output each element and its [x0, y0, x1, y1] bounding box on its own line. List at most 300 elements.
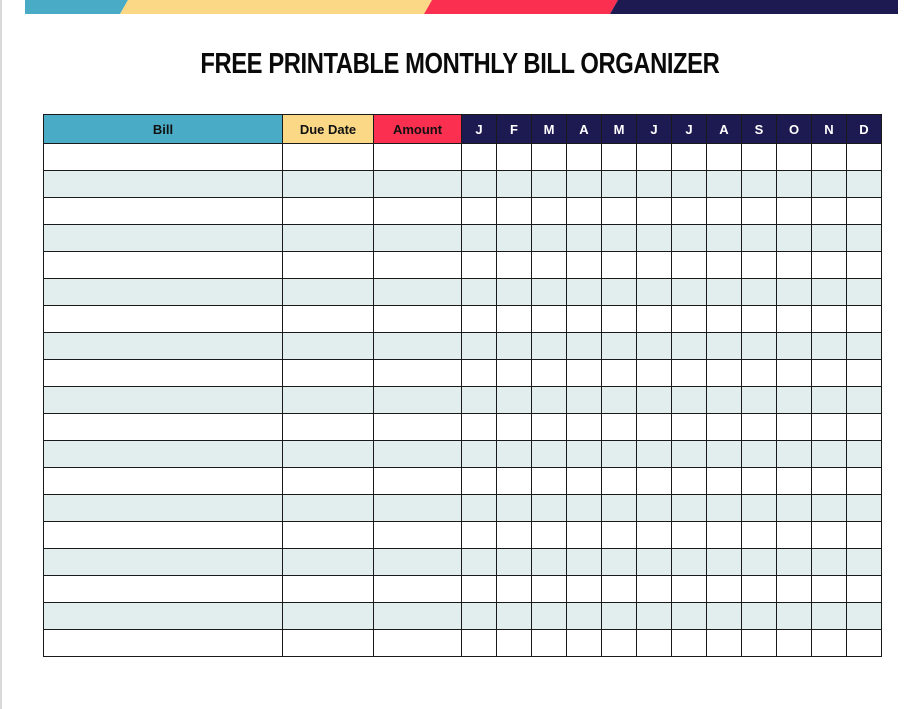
bill-cell[interactable] — [44, 522, 283, 549]
month-check-cell[interactable] — [567, 144, 602, 171]
month-check-cell[interactable] — [637, 198, 672, 225]
month-check-cell[interactable] — [567, 495, 602, 522]
month-check-cell[interactable] — [777, 549, 812, 576]
amount-cell[interactable] — [374, 414, 462, 441]
due-date-cell[interactable] — [283, 198, 374, 225]
month-check-cell[interactable] — [777, 333, 812, 360]
month-check-cell[interactable] — [567, 225, 602, 252]
due-date-cell[interactable] — [283, 144, 374, 171]
month-check-cell[interactable] — [742, 306, 777, 333]
amount-cell[interactable] — [374, 630, 462, 657]
month-check-cell[interactable] — [532, 387, 567, 414]
month-check-cell[interactable] — [847, 468, 882, 495]
month-check-cell[interactable] — [637, 522, 672, 549]
month-check-cell[interactable] — [602, 360, 637, 387]
bill-cell[interactable] — [44, 414, 283, 441]
month-check-cell[interactable] — [462, 144, 497, 171]
table-row — [44, 603, 882, 630]
month-check-cell[interactable] — [602, 414, 637, 441]
month-check-cell[interactable] — [777, 171, 812, 198]
month-check-cell[interactable] — [602, 333, 637, 360]
band-navy-segment — [610, 0, 898, 14]
month-check-cell[interactable] — [637, 468, 672, 495]
bill-cell[interactable] — [44, 333, 283, 360]
month-check-cell[interactable] — [497, 171, 532, 198]
month-check-cell[interactable] — [497, 387, 532, 414]
month-check-cell[interactable] — [672, 387, 707, 414]
month-check-cell[interactable] — [812, 630, 847, 657]
bill-cell[interactable] — [44, 171, 283, 198]
month-check-cell[interactable] — [567, 549, 602, 576]
month-check-cell[interactable] — [777, 144, 812, 171]
due-date-cell[interactable] — [283, 603, 374, 630]
amount-cell[interactable] — [374, 549, 462, 576]
month-check-cell[interactable] — [777, 441, 812, 468]
month-check-cell[interactable] — [462, 171, 497, 198]
month-check-cell[interactable] — [532, 225, 567, 252]
month-check-cell[interactable] — [637, 144, 672, 171]
month-check-cell[interactable] — [847, 144, 882, 171]
month-check-cell[interactable] — [532, 198, 567, 225]
month-check-cell[interactable] — [672, 603, 707, 630]
month-check-cell[interactable] — [812, 306, 847, 333]
amount-cell[interactable] — [374, 279, 462, 306]
month-check-cell[interactable] — [602, 576, 637, 603]
month-check-cell[interactable] — [672, 630, 707, 657]
month-check-cell[interactable] — [707, 198, 742, 225]
month-check-cell[interactable] — [812, 603, 847, 630]
month-check-cell[interactable] — [707, 522, 742, 549]
month-check-cell[interactable] — [847, 603, 882, 630]
month-check-cell[interactable] — [707, 360, 742, 387]
month-check-cell[interactable] — [672, 171, 707, 198]
month-check-cell[interactable] — [637, 495, 672, 522]
month-check-cell[interactable] — [847, 441, 882, 468]
month-check-cell[interactable] — [847, 522, 882, 549]
month-check-cell[interactable] — [707, 603, 742, 630]
month-check-cell[interactable] — [847, 630, 882, 657]
amount-cell[interactable] — [374, 603, 462, 630]
month-check-cell[interactable] — [707, 414, 742, 441]
due-date-cell[interactable] — [283, 225, 374, 252]
amount-cell[interactable] — [374, 252, 462, 279]
month-check-cell[interactable] — [532, 279, 567, 306]
month-check-cell[interactable] — [707, 495, 742, 522]
month-check-cell[interactable] — [707, 333, 742, 360]
month-check-cell[interactable] — [742, 279, 777, 306]
month-check-cell[interactable] — [812, 495, 847, 522]
month-check-cell[interactable] — [672, 252, 707, 279]
month-check-cell[interactable] — [602, 468, 637, 495]
month-check-cell[interactable] — [777, 495, 812, 522]
month-check-cell[interactable] — [812, 576, 847, 603]
month-check-cell[interactable] — [847, 279, 882, 306]
month-check-cell[interactable] — [707, 468, 742, 495]
month-check-cell[interactable] — [567, 360, 602, 387]
due-date-cell[interactable] — [283, 414, 374, 441]
month-check-cell[interactable] — [812, 333, 847, 360]
month-check-cell[interactable] — [567, 630, 602, 657]
month-check-cell[interactable] — [707, 387, 742, 414]
month-check-cell[interactable] — [777, 630, 812, 657]
month-check-cell[interactable] — [707, 252, 742, 279]
month-check-cell[interactable] — [497, 198, 532, 225]
month-check-cell[interactable] — [637, 171, 672, 198]
month-check-cell[interactable] — [497, 576, 532, 603]
month-check-cell[interactable] — [602, 441, 637, 468]
month-check-cell[interactable] — [462, 360, 497, 387]
month-check-cell[interactable] — [532, 441, 567, 468]
month-check-cell[interactable] — [602, 522, 637, 549]
month-check-cell[interactable] — [742, 360, 777, 387]
month-check-cell[interactable] — [707, 171, 742, 198]
month-header-feb: F — [497, 115, 532, 144]
month-check-cell[interactable] — [567, 522, 602, 549]
month-check-cell[interactable] — [532, 549, 567, 576]
due-date-cell[interactable] — [283, 549, 374, 576]
amount-cell[interactable] — [374, 333, 462, 360]
band-teal-segment — [25, 0, 128, 14]
month-check-cell[interactable] — [462, 522, 497, 549]
month-check-cell[interactable] — [812, 252, 847, 279]
month-check-cell[interactable] — [567, 387, 602, 414]
month-check-cell[interactable] — [602, 171, 637, 198]
month-check-cell[interactable] — [602, 630, 637, 657]
month-check-cell[interactable] — [777, 225, 812, 252]
month-check-cell[interactable] — [672, 225, 707, 252]
due-date-cell[interactable] — [283, 171, 374, 198]
month-check-cell[interactable] — [672, 468, 707, 495]
month-check-cell[interactable] — [672, 333, 707, 360]
month-check-cell[interactable] — [637, 360, 672, 387]
month-check-cell[interactable] — [812, 414, 847, 441]
month-check-cell[interactable] — [637, 225, 672, 252]
amount-cell[interactable] — [374, 144, 462, 171]
month-check-cell[interactable] — [497, 414, 532, 441]
month-check-cell[interactable] — [742, 522, 777, 549]
month-check-cell[interactable] — [462, 306, 497, 333]
month-check-cell[interactable] — [602, 306, 637, 333]
bill-cell[interactable] — [44, 495, 283, 522]
month-check-cell[interactable] — [567, 333, 602, 360]
due-date-cell[interactable] — [283, 468, 374, 495]
bill-cell[interactable] — [44, 279, 283, 306]
month-check-cell[interactable] — [637, 387, 672, 414]
due-date-cell[interactable] — [283, 576, 374, 603]
month-check-cell[interactable] — [567, 171, 602, 198]
month-check-cell[interactable] — [567, 603, 602, 630]
bill-cell[interactable] — [44, 144, 283, 171]
table-row — [44, 522, 882, 549]
month-check-cell[interactable] — [742, 387, 777, 414]
month-check-cell[interactable] — [777, 198, 812, 225]
month-check-cell[interactable] — [567, 414, 602, 441]
month-check-cell[interactable] — [637, 306, 672, 333]
month-check-cell[interactable] — [532, 468, 567, 495]
month-check-cell[interactable] — [742, 630, 777, 657]
due-date-cell[interactable] — [283, 333, 374, 360]
month-check-cell[interactable] — [602, 279, 637, 306]
month-check-cell[interactable] — [497, 306, 532, 333]
month-check-cell[interactable] — [812, 279, 847, 306]
month-check-cell[interactable] — [847, 576, 882, 603]
month-check-cell[interactable] — [602, 549, 637, 576]
bill-cell[interactable] — [44, 441, 283, 468]
month-check-cell[interactable] — [567, 279, 602, 306]
month-check-cell[interactable] — [742, 171, 777, 198]
month-check-cell[interactable] — [742, 198, 777, 225]
month-check-cell[interactable] — [462, 225, 497, 252]
amount-cell[interactable] — [374, 360, 462, 387]
month-check-cell[interactable] — [742, 333, 777, 360]
month-check-cell[interactable] — [602, 495, 637, 522]
month-check-cell[interactable] — [742, 603, 777, 630]
month-header-oct: O — [777, 115, 812, 144]
month-check-cell[interactable] — [777, 279, 812, 306]
amount-cell[interactable] — [374, 171, 462, 198]
month-check-cell[interactable] — [742, 225, 777, 252]
month-check-cell[interactable] — [532, 576, 567, 603]
month-check-cell[interactable] — [462, 603, 497, 630]
amount-cell[interactable] — [374, 468, 462, 495]
month-check-cell[interactable] — [462, 333, 497, 360]
month-check-cell[interactable] — [532, 603, 567, 630]
month-check-cell[interactable] — [602, 252, 637, 279]
month-check-cell[interactable] — [672, 522, 707, 549]
month-check-cell[interactable] — [497, 360, 532, 387]
month-check-cell[interactable] — [812, 225, 847, 252]
month-check-cell[interactable] — [742, 252, 777, 279]
due-date-header: Due Date — [283, 115, 374, 144]
month-check-cell[interactable] — [602, 603, 637, 630]
month-check-cell[interactable] — [742, 414, 777, 441]
month-check-cell[interactable] — [672, 306, 707, 333]
month-check-cell[interactable] — [672, 495, 707, 522]
month-check-cell[interactable] — [637, 576, 672, 603]
due-date-cell[interactable] — [283, 360, 374, 387]
month-check-cell[interactable] — [777, 387, 812, 414]
month-check-cell[interactable] — [567, 198, 602, 225]
month-check-cell[interactable] — [462, 630, 497, 657]
month-check-cell[interactable] — [462, 414, 497, 441]
month-check-cell[interactable] — [497, 630, 532, 657]
due-date-cell[interactable] — [283, 630, 374, 657]
month-check-cell[interactable] — [672, 279, 707, 306]
month-check-cell[interactable] — [707, 144, 742, 171]
month-check-cell[interactable] — [532, 333, 567, 360]
month-check-cell[interactable] — [532, 495, 567, 522]
bill-cell[interactable] — [44, 468, 283, 495]
month-check-cell[interactable] — [497, 603, 532, 630]
month-check-cell[interactable] — [742, 576, 777, 603]
month-check-cell[interactable] — [602, 225, 637, 252]
month-check-cell[interactable] — [847, 252, 882, 279]
month-check-cell[interactable] — [812, 387, 847, 414]
month-check-cell[interactable] — [847, 387, 882, 414]
month-check-cell[interactable] — [812, 549, 847, 576]
amount-cell[interactable] — [374, 225, 462, 252]
month-check-cell[interactable] — [707, 279, 742, 306]
month-check-cell[interactable] — [462, 441, 497, 468]
month-check-cell[interactable] — [742, 441, 777, 468]
month-check-cell[interactable] — [497, 495, 532, 522]
amount-cell[interactable] — [374, 576, 462, 603]
month-check-cell[interactable] — [847, 495, 882, 522]
month-check-cell[interactable] — [637, 441, 672, 468]
due-date-cell[interactable] — [283, 252, 374, 279]
bill-cell[interactable] — [44, 387, 283, 414]
month-check-cell[interactable] — [532, 144, 567, 171]
month-check-cell[interactable] — [777, 522, 812, 549]
month-check-cell[interactable] — [812, 522, 847, 549]
month-check-cell[interactable] — [707, 630, 742, 657]
bill-cell[interactable] — [44, 576, 283, 603]
month-check-cell[interactable] — [847, 414, 882, 441]
bill-organizer-table — [43, 114, 882, 657]
month-check-cell[interactable] — [707, 225, 742, 252]
month-check-cell[interactable] — [777, 468, 812, 495]
month-check-cell[interactable] — [672, 576, 707, 603]
amount-cell[interactable] — [374, 441, 462, 468]
amount-cell[interactable] — [374, 306, 462, 333]
month-check-cell[interactable] — [532, 252, 567, 279]
due-date-cell[interactable] — [283, 387, 374, 414]
month-check-cell[interactable] — [497, 522, 532, 549]
month-check-cell[interactable] — [777, 603, 812, 630]
month-check-cell[interactable] — [812, 171, 847, 198]
month-check-cell[interactable] — [497, 252, 532, 279]
due-date-cell[interactable] — [283, 495, 374, 522]
month-check-cell[interactable] — [567, 306, 602, 333]
bill-cell[interactable] — [44, 225, 283, 252]
month-check-cell[interactable] — [462, 549, 497, 576]
month-check-cell[interactable] — [672, 360, 707, 387]
month-check-cell[interactable] — [567, 468, 602, 495]
month-check-cell[interactable] — [707, 306, 742, 333]
table-row — [44, 144, 882, 171]
month-check-cell[interactable] — [637, 333, 672, 360]
month-check-cell[interactable] — [812, 441, 847, 468]
month-check-cell[interactable] — [497, 225, 532, 252]
month-check-cell[interactable] — [462, 495, 497, 522]
month-check-cell[interactable] — [672, 414, 707, 441]
amount-cell[interactable] — [374, 522, 462, 549]
month-check-cell[interactable] — [497, 144, 532, 171]
month-check-cell[interactable] — [847, 333, 882, 360]
month-check-cell[interactable] — [637, 630, 672, 657]
month-check-cell[interactable] — [602, 387, 637, 414]
bill-cell[interactable] — [44, 306, 283, 333]
month-check-cell[interactable] — [497, 333, 532, 360]
month-check-cell[interactable] — [812, 144, 847, 171]
month-check-cell[interactable] — [637, 414, 672, 441]
month-check-cell[interactable] — [637, 549, 672, 576]
bill-cell[interactable] — [44, 630, 283, 657]
bill-cell[interactable] — [44, 198, 283, 225]
amount-cell[interactable] — [374, 198, 462, 225]
month-check-cell[interactable] — [777, 252, 812, 279]
month-check-cell[interactable] — [707, 549, 742, 576]
month-check-cell[interactable] — [567, 252, 602, 279]
month-check-cell[interactable] — [812, 198, 847, 225]
month-check-cell[interactable] — [777, 306, 812, 333]
month-check-cell[interactable] — [672, 441, 707, 468]
month-check-cell[interactable] — [567, 441, 602, 468]
month-header-mar: M — [532, 115, 567, 144]
month-check-cell[interactable] — [497, 441, 532, 468]
month-check-cell[interactable] — [847, 171, 882, 198]
month-check-cell[interactable] — [532, 414, 567, 441]
month-header-jun: J — [637, 115, 672, 144]
month-check-cell[interactable] — [812, 360, 847, 387]
month-check-cell[interactable] — [462, 198, 497, 225]
due-date-cell[interactable] — [283, 279, 374, 306]
month-check-cell[interactable] — [672, 198, 707, 225]
month-check-cell[interactable] — [497, 279, 532, 306]
due-date-cell[interactable] — [283, 441, 374, 468]
due-date-cell[interactable] — [283, 306, 374, 333]
table-row — [44, 495, 882, 522]
table-row — [44, 333, 882, 360]
month-check-cell[interactable] — [532, 630, 567, 657]
month-check-cell[interactable] — [497, 468, 532, 495]
due-date-cell[interactable] — [283, 522, 374, 549]
month-check-cell[interactable] — [742, 468, 777, 495]
month-check-cell[interactable] — [637, 252, 672, 279]
month-check-cell[interactable] — [462, 252, 497, 279]
month-check-cell[interactable] — [462, 387, 497, 414]
bill-cell[interactable] — [44, 549, 283, 576]
amount-cell[interactable] — [374, 495, 462, 522]
month-header-sep: S — [742, 115, 777, 144]
month-check-cell[interactable] — [497, 549, 532, 576]
month-check-cell[interactable] — [777, 414, 812, 441]
month-check-cell[interactable] — [742, 495, 777, 522]
month-check-cell[interactable] — [637, 603, 672, 630]
month-check-cell[interactable] — [532, 306, 567, 333]
month-check-cell[interactable] — [847, 225, 882, 252]
month-check-cell[interactable] — [707, 441, 742, 468]
month-check-cell[interactable] — [777, 360, 812, 387]
month-check-cell[interactable] — [672, 549, 707, 576]
month-check-cell[interactable] — [462, 576, 497, 603]
month-check-cell[interactable] — [602, 198, 637, 225]
month-check-cell[interactable] — [847, 549, 882, 576]
month-check-cell[interactable] — [532, 522, 567, 549]
month-check-cell[interactable] — [847, 198, 882, 225]
month-check-cell[interactable] — [462, 468, 497, 495]
month-check-cell[interactable] — [532, 171, 567, 198]
bill-cell[interactable] — [44, 360, 283, 387]
amount-cell[interactable] — [374, 387, 462, 414]
month-check-cell[interactable] — [742, 549, 777, 576]
month-check-cell[interactable] — [847, 306, 882, 333]
month-check-cell[interactable] — [777, 576, 812, 603]
bill-cell[interactable] — [44, 252, 283, 279]
month-check-cell[interactable] — [707, 576, 742, 603]
month-check-cell[interactable] — [637, 279, 672, 306]
month-check-cell[interactable] — [672, 144, 707, 171]
bill-cell[interactable] — [44, 603, 283, 630]
month-check-cell[interactable] — [602, 144, 637, 171]
month-check-cell[interactable] — [462, 279, 497, 306]
month-header-jul: J — [672, 115, 707, 144]
month-check-cell[interactable] — [812, 468, 847, 495]
month-check-cell[interactable] — [532, 360, 567, 387]
month-check-cell[interactable] — [742, 144, 777, 171]
month-check-cell[interactable] — [567, 576, 602, 603]
month-check-cell[interactable] — [847, 360, 882, 387]
